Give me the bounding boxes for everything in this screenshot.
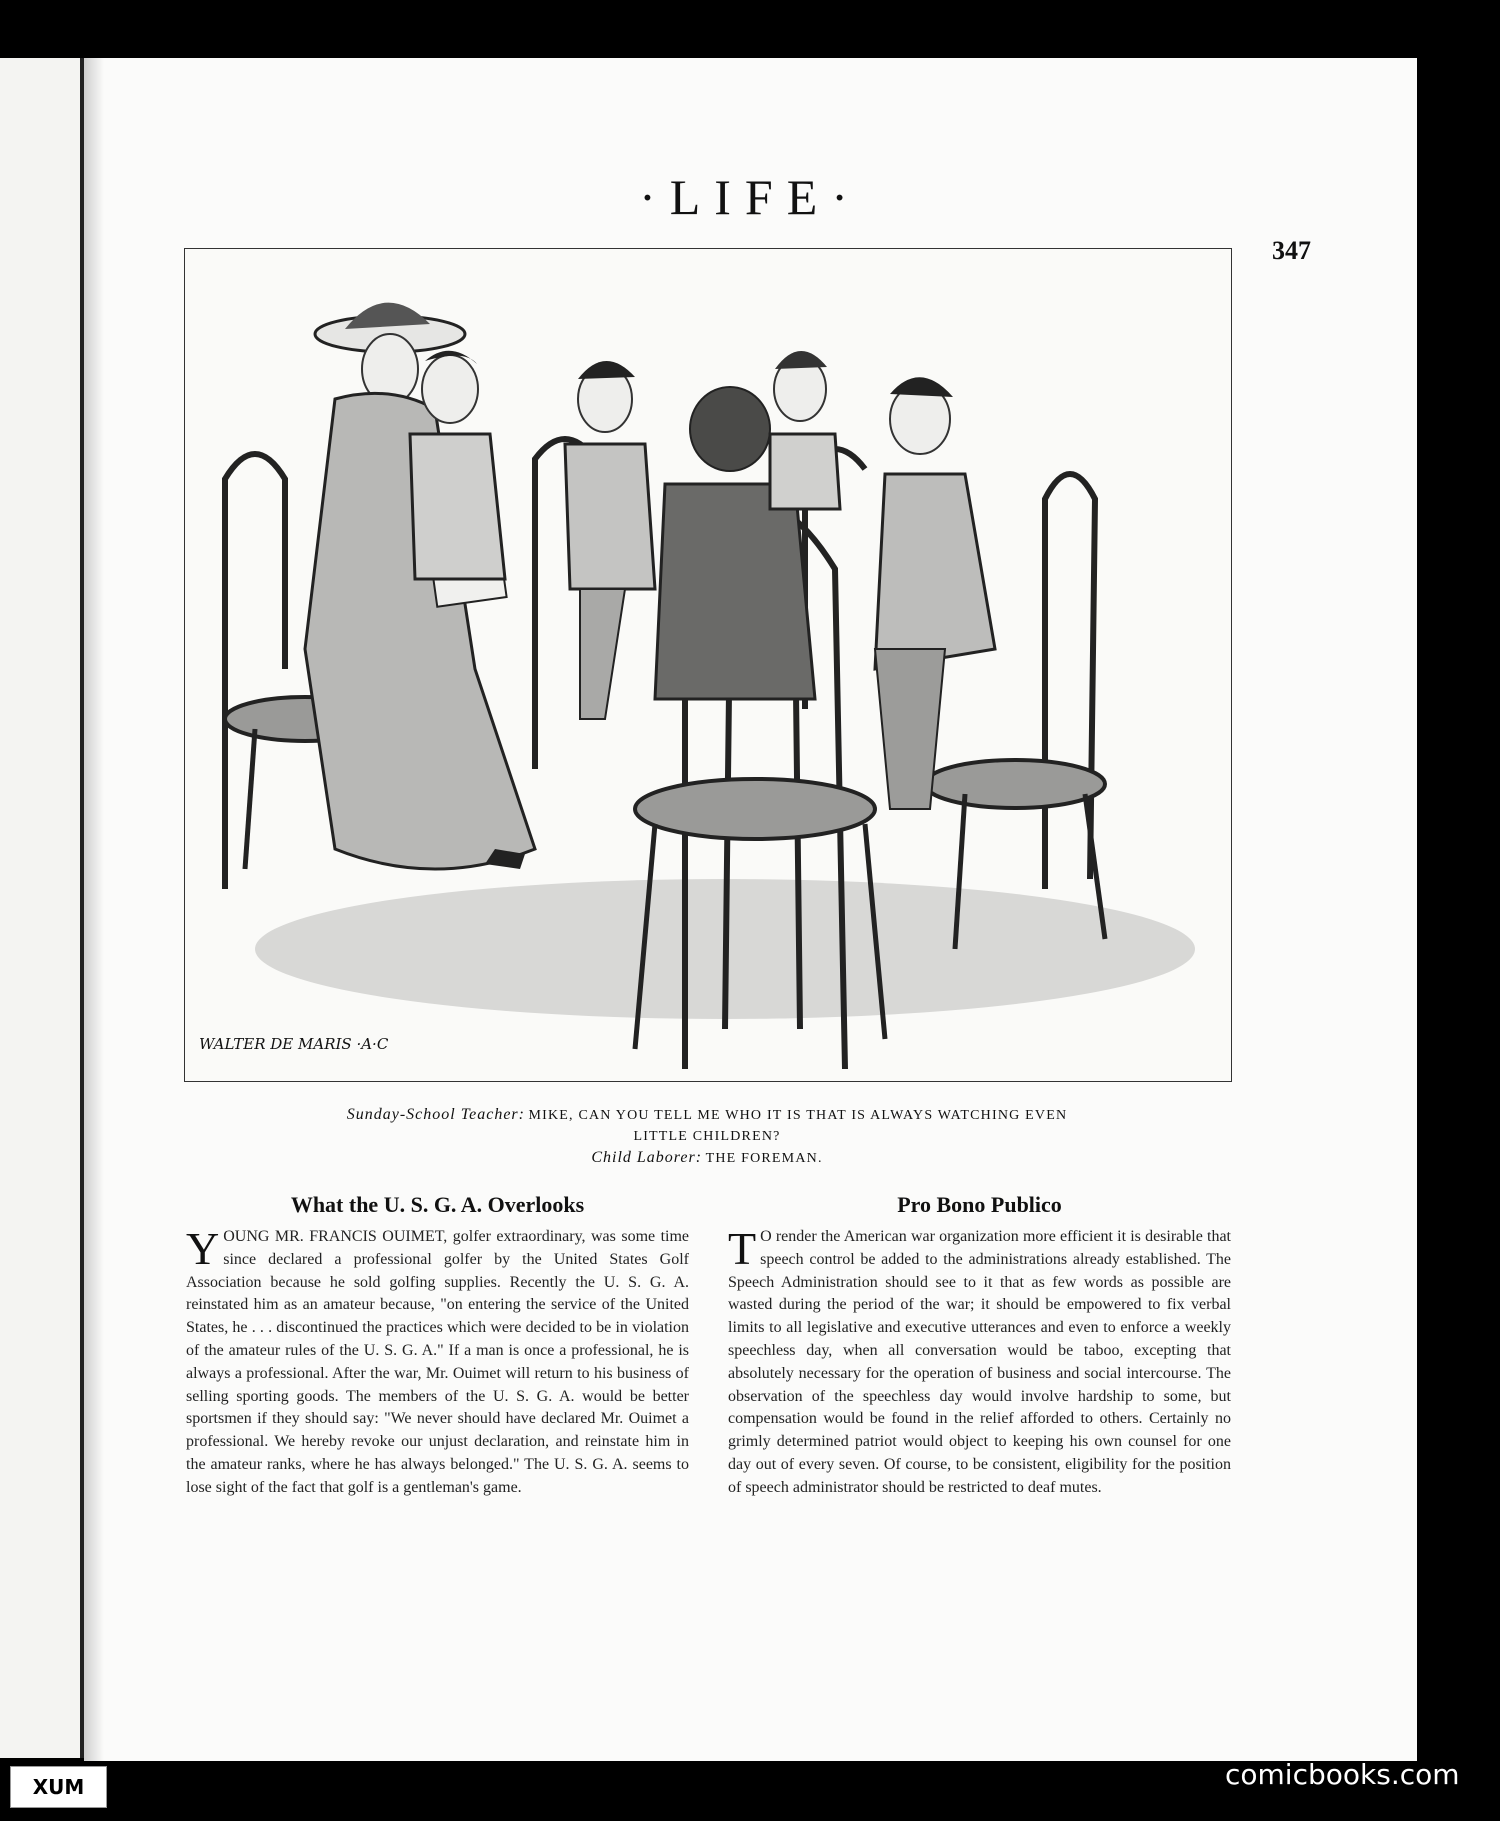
article-pro-bono-text: O render the American war organization more efficient it is desirable that speech control be added to the administrations already established. The Speech Administration should see to it that as few words as possible are wasted during the period of the war; it should be empowered to fix verbal limits to all legislative and executive utterances and even to enforce a weekly speechless day, when all conversation would be taboo, excepting that absolutely necessary for the operation of business and social intercourse. The observation of the speechless day would involve hardship to some, but compensation would be found in the relief afforded to others. Certainly no grimly determined patriot would object to keeping his own counsel for one day out of every seven. Of course, to be consistent, eligibility for the position of speech administrator should be restricted to deaf mutes. bbox=[728, 1228, 1231, 1496]
article-pro-bono-title: Pro Bono Publico bbox=[897, 1192, 1062, 1217]
article-usga bbox=[186, 1192, 689, 1500]
site-watermark: comicbooks.com bbox=[1225, 1758, 1460, 1791]
caption-line-1: MIKE, CAN YOU TELL ME WHO IT IS THAT IS ALWAYS WATCHING EVEN bbox=[528, 1108, 1068, 1123]
caption-line-2: LITTLE CHILDREN? bbox=[633, 1129, 781, 1144]
article-pro-bono bbox=[728, 1192, 1231, 1500]
artist-signature: WALTER DE MARIS ·A·C bbox=[199, 1035, 389, 1053]
binding-shadow bbox=[84, 58, 104, 1761]
page-number: 347 bbox=[1272, 236, 1311, 265]
caption-speaker-laborer: Child Laborer: bbox=[591, 1149, 703, 1166]
facing-page-edge bbox=[0, 58, 82, 1758]
illustration-caption bbox=[184, 1104, 1230, 1169]
caption-line-3: THE FOREMAN. bbox=[705, 1151, 823, 1166]
article-usga-body bbox=[186, 1223, 689, 1500]
classroom-sketch bbox=[185, 249, 1231, 1081]
article-usga-title: What the U. S. G. A. Overlooks bbox=[290, 1192, 585, 1217]
dropcap: T bbox=[728, 1223, 757, 1274]
xum-badge: XUM bbox=[10, 1766, 107, 1808]
article-usga-text: OUNG MR. FRANCIS OUIMET, golfer extraordinary, was some time since declared a professional golfer by the United States Golf Association because he sold golfing supplies. Recently the U. S. G. A. reinstated him as an amateur because, "on entering the service of the United States, he . . . discontinued the practices which were decided to be in violation of the amateur rules of the U. S. G. A." If a man is once a professional, he is always a professional. After the war, Mr. Ouimet will return to his business of selling sporting goods. The members of the U. S. G. A. would be better sportsmen if they should say: "We never should have declared Mr. Ouimet a professional. We hereby revoke our unjust declaration, and reinstate him in the amateur ranks, where he has always belonged." The U. S. G. A. seems to lose sight of the fact that golf is a gentleman's game. bbox=[186, 1228, 689, 1496]
dropcap: Y bbox=[186, 1223, 220, 1274]
article-pro-bono-body bbox=[728, 1223, 1231, 1500]
illustration-frame bbox=[184, 248, 1232, 1082]
caption-speaker-teacher: Sunday-School Teacher: bbox=[346, 1106, 525, 1123]
running-head-title: ·LIFE· bbox=[639, 169, 862, 225]
